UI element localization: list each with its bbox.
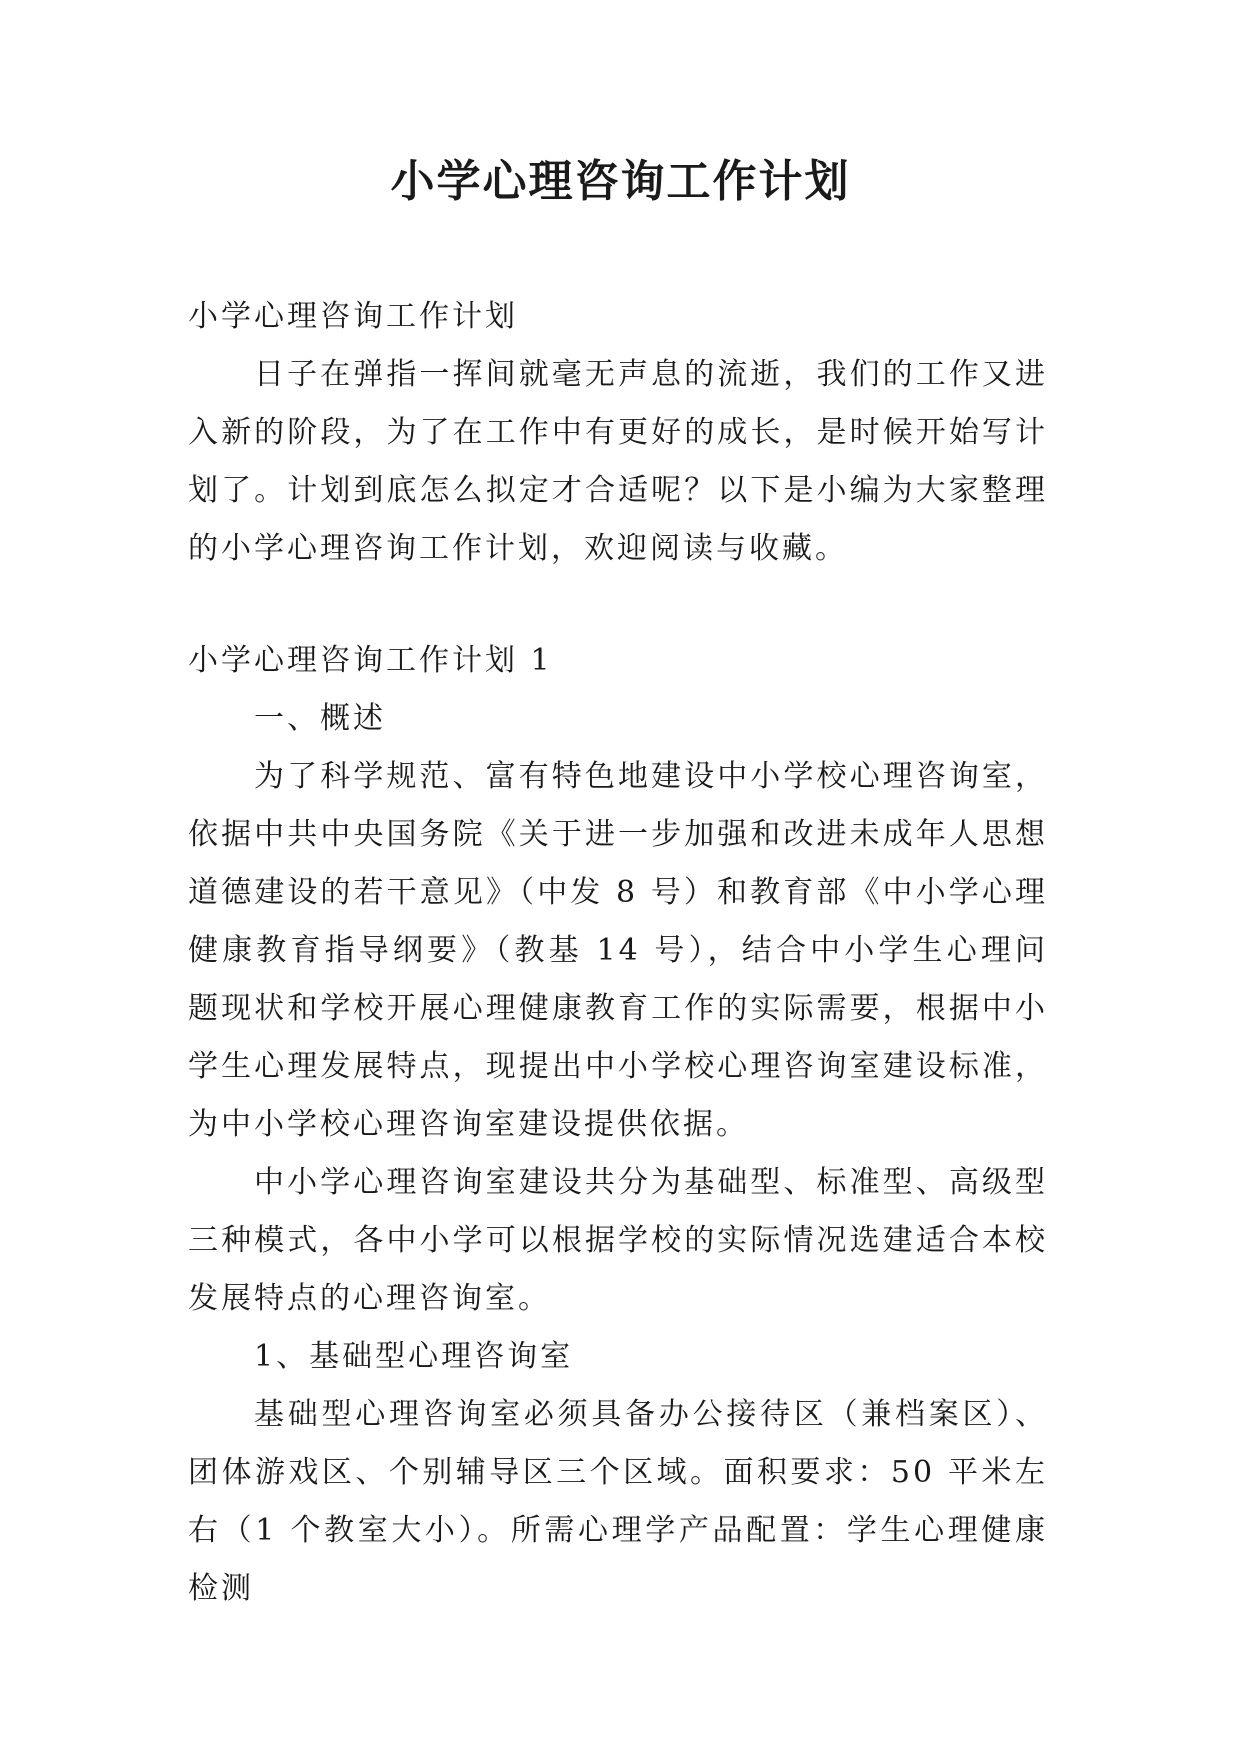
intro-paragraph: 日子在弹指一挥间就毫无声息的流逝，我们的工作又进入新的阶段，为了在工作中有更好的成长，是时候开始写计划了。计划到底怎么拟定才合适呢？以下是小编为大家整理的小学心理咨询工作计划，欢迎阅读与收藏。: [188, 357, 1048, 566]
overview-heading: 一、概述: [254, 701, 386, 736]
document-title: 小学心理咨询工作计划: [390, 156, 851, 207]
modes-paragraph: 中小学心理咨询室建设共分为基础型、标准型、高级型三种模式，各中小学可以根据学校的实际情况选建适合本校发展特点的心理咨询室。: [188, 1165, 1048, 1316]
section-title: 小学心理咨询工作计划 1: [188, 643, 553, 678]
intro-heading: 小学心理咨询工作计划: [188, 299, 518, 334]
basic-room-heading: 1、基础型心理咨询室: [254, 1339, 574, 1374]
document-body: [188, 288, 1048, 1618]
overview-paragraph: 为了科学规范、富有特色地建设中小学校心理咨询室，依据中共中央国务院《关于进一步加强和改进未成年人思想道德建设的若干意见》（中发 8 号）和教育部《中小学心理健康教育指导纲要》（教基 14 号），结合中小学生心理问题现状和学校开展心理健康教育工作的实际需要，根据中小学生心理发展特点，现提出中小学校心理咨询室建设标准，为中小学校心理咨询室建设提供依据。: [188, 759, 1048, 1142]
basic-room-paragraph: 基础型心理咨询室必须具备办公接待区（兼档案区）、团体游戏区、个别辅导区三个区域。面积要求：50 平米左右（1 个教室大小）。所需心理学产品配置：学生心理健康检测: [188, 1397, 1048, 1606]
